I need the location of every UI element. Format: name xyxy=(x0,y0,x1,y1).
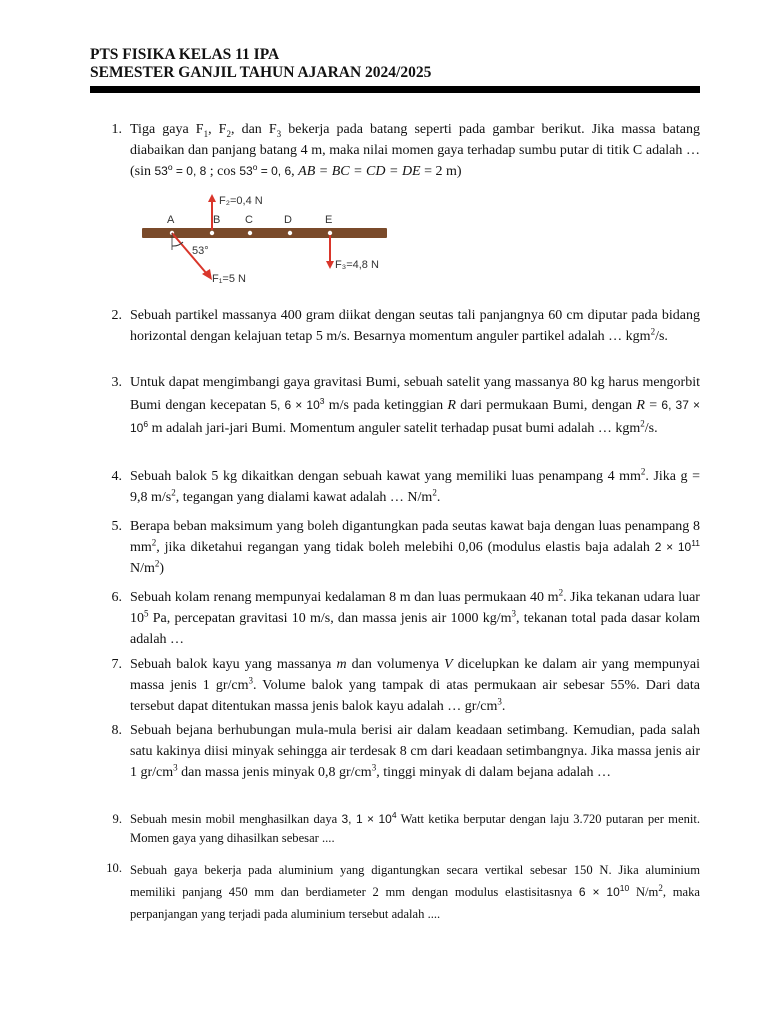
math-expression: $2 \times 10^{11}$ xyxy=(654,538,701,554)
question-number: 3. xyxy=(111,375,122,390)
angle-label: 53° xyxy=(192,245,209,257)
question-2 xyxy=(96,305,700,347)
question-number: 2. xyxy=(111,308,122,323)
question-text: Tiga gaya $F_1$, $F_2$, dan $F_3$ bekerja pada batang seperti pada gambar berikut. Jika massa batang diabaikan dan panjang batang 4 m, maka nilai momen gaya terhadap sumbu putar di titik C adalah … (sin $53^o = 0$, 8 ; $\cos 53^o = 0$, 6, AB = BC = CD = DE = 2 m) xyxy=(130,122,700,179)
question-number: 8. xyxy=(111,723,122,738)
question-text: Sebuah partikel massanya 400 gram diikat dengan seutas tali panjangnya 60 cm diputar pada bidang horizontal dengan kelajuan tetap 5 m/s. Besarnya momentum anguler partikel adalah … kgm$^2$/s. xyxy=(130,308,700,344)
header-title: PTS FISIKA KELAS 11 IPA xyxy=(90,46,280,63)
math-expression: $53^o = 0$, 6 xyxy=(239,162,292,178)
exam-header xyxy=(90,46,700,82)
math-expression: $6 \times 10^{10}$ xyxy=(578,883,630,899)
question-3 xyxy=(96,372,700,440)
question-number: 1. xyxy=(111,122,122,137)
point-label-e: E xyxy=(325,214,333,226)
math-expression: 6, $37 \times 10^6$ xyxy=(130,398,700,435)
force-f2-label: F₂=0,4 N xyxy=(219,195,263,207)
point-label-c: C xyxy=(245,214,253,226)
point-label-b: B xyxy=(213,214,221,226)
force-f3-arrowhead xyxy=(326,261,334,269)
question-number: 4. xyxy=(111,469,122,484)
question-6 xyxy=(96,587,700,650)
question-text: Sebuah balok kayu yang massanya m dan volumenya V dicelupkan ke dalam air yang mempunyai massa jenis 1 $gr/cm^3$. Volume balok yang tampak di atas permukaan air sebesar 55%. Dari data tersebut dapat ditentukan massa jenis balok kayu adalah … $gr/cm^3$. xyxy=(130,657,700,714)
question-9 xyxy=(96,810,700,848)
question-8 xyxy=(96,720,700,783)
point-d-dot xyxy=(288,231,292,235)
lever-diagram xyxy=(140,190,400,290)
point-e-dot xyxy=(328,231,332,235)
rod xyxy=(142,228,387,238)
question-text: Untuk dapat mengimbangi gaya gravitasi Bumi, sebuah satelit yang massanya 80 kg harus mengorbit Bumi dengan kecepatan 5, $6 \times 10^3$ m/s pada ketinggian R dari permukaan Bumi, dengan R = 6, $37 \times 10^6$ m adalah jari-jari Bumi. Momentum anguler satelit terhadap pusat bumi adalah … kgm$^2$/s. xyxy=(130,375,700,436)
force-f2-arrowhead xyxy=(208,194,216,202)
question-5 xyxy=(96,516,700,579)
header-divider xyxy=(90,86,700,93)
question-number: 6. xyxy=(111,590,122,605)
math-expression: 5, $6 \times 10^3$ xyxy=(270,396,325,412)
question-4 xyxy=(96,466,700,508)
question-number: 9. xyxy=(112,812,122,826)
question-number: 10. xyxy=(106,861,122,875)
math-expression: 3, $1 \times 10^4$ xyxy=(341,810,397,826)
question-number: 5. xyxy=(111,519,122,534)
question-text: Sebuah bejana berhubungan mula-mula berisi air dalam keadaan setimbang. Kemudian, pada salah satu kakinya diisi minyak sehingga air terdesak 8 cm dari keadaan setimbangnya. Jika massa jenis air 1 $gr/cm^3$ dan massa jenis minyak 0,8 $gr/cm^3$, tinggi minyak di dalam bejana adalah … xyxy=(130,723,700,780)
point-c-dot xyxy=(248,231,252,235)
question-1 xyxy=(96,119,700,182)
question-text: Berapa beban maksimum yang boleh digantungkan pada seutas kawat baja dengan luas penampang 8 $mm^2$, jika diketahui regangan yang tidak boleh melebihi 0,06 (modulus elastis baja adalah $2 \times 10^{11}$ $N/m^2$) xyxy=(130,519,701,576)
question-7 xyxy=(96,654,700,717)
point-b-dot xyxy=(210,231,214,235)
force-f1-label: F₁=5 N xyxy=(212,273,246,285)
header-semester: SEMESTER GANJIL TAHUN AJARAN 2024/2025 xyxy=(90,64,432,81)
force-f3-label: F₃=4,8 N xyxy=(335,259,379,271)
lever-diagram-svg xyxy=(140,190,400,290)
point-label-a: A xyxy=(167,214,175,226)
question-text: Sebuah mesin mobil menghasilkan daya 3, $1 \times 10^4$ Watt ketika berputar dengan laju 3.720 putaran per menit. Momen gaya yang dihasilkan sebesar .... xyxy=(130,810,701,845)
question-text: Sebuah gaya bekerja pada aluminium yang digantungkan secara vertikal sebesar 150 N. Jika aluminium memiliki panjang 450 mm dan berdiameter 2 mm dengan modulus elastisitasnya $6 \times 10^{10}$ $N/m^2$, maka perpanjangan yang terjadi pada aluminium tersebut adalah .... xyxy=(130,863,701,921)
question-10 xyxy=(96,859,700,925)
question-number: 7. xyxy=(111,657,122,672)
question-text: Sebuah kolam renang mempunyai kedalaman 8 m dan luas permukaan 40 $m^2$. Jika tekanan udara luar $10^5$ Pa, percepatan gravitasi 10 m/s, dan massa jenis air 1000 $kg/m^3$, tekanan total pada dasar kolam adalah … xyxy=(130,587,700,647)
math-expression: $53^o = 0$, 8 xyxy=(154,162,207,178)
point-label-d: D xyxy=(284,214,292,226)
question-text: Sebuah balok 5 kg dikaitkan dengan sebuah kawat yang memiliki luas penampang 4 $mm^2$. Jika g = 9,8 $m/s^2$, tegangan yang dialami kawat adalah … $N/m^2$. xyxy=(130,466,700,505)
